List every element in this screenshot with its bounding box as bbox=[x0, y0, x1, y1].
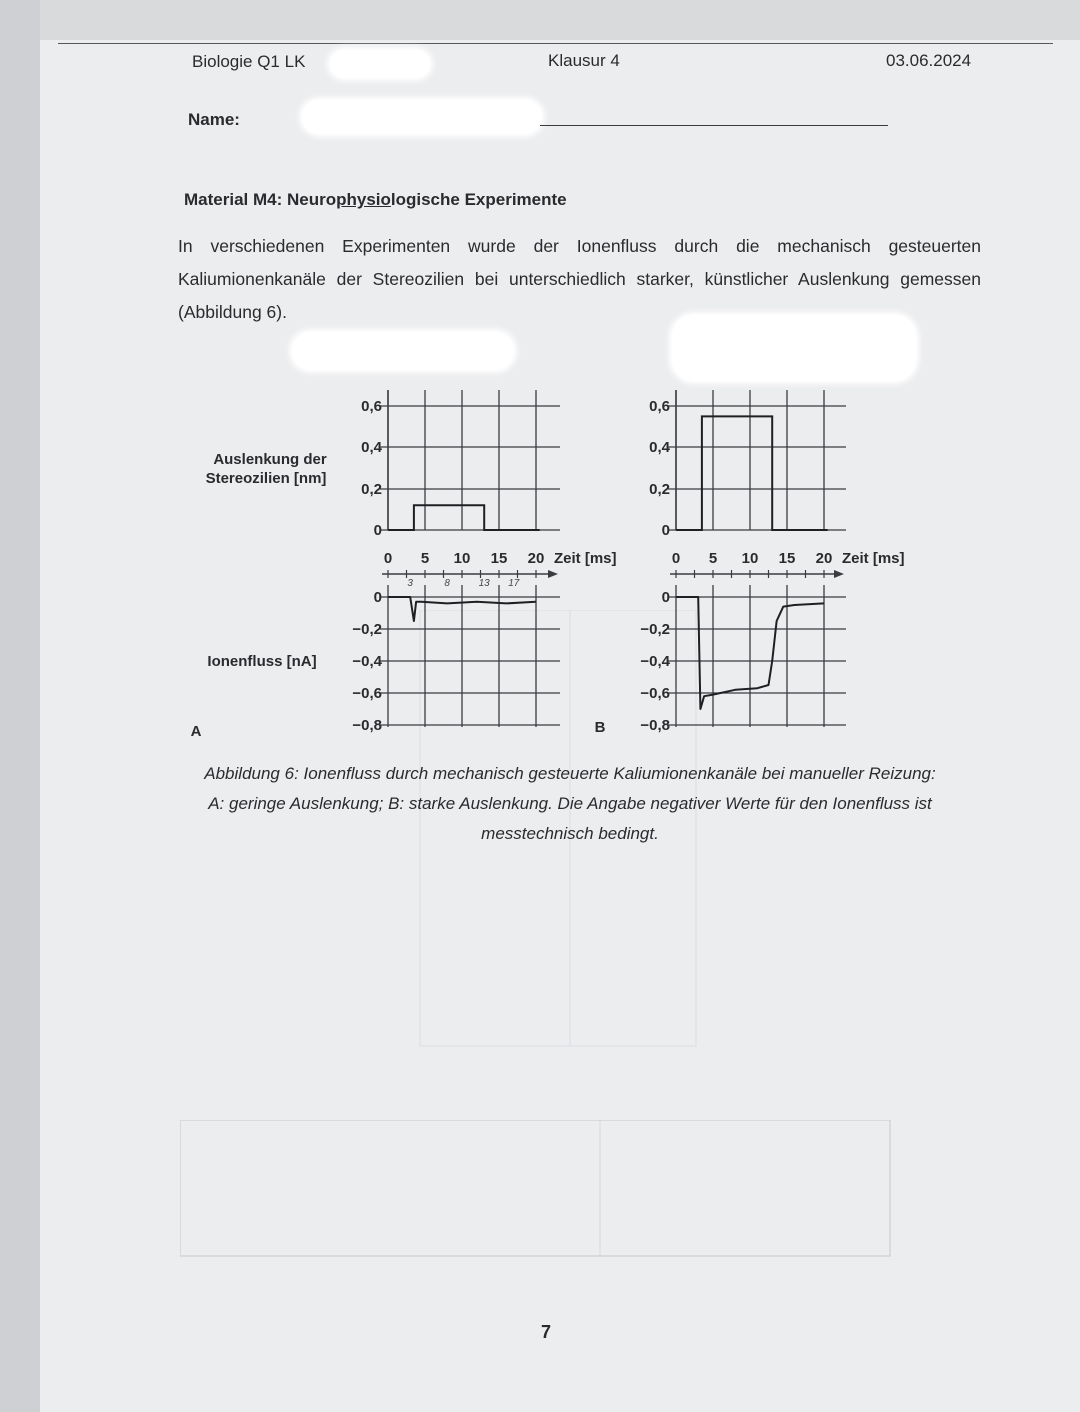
bottom-y-tick-label-a: −0,8 bbox=[352, 717, 382, 734]
caption-line-1: Abbildung 6: Ionenfluss durch mechanisch gesteuerte Kaliumionenkanäle bei manueller Reizung: bbox=[204, 764, 936, 783]
x-tick-label-a: 10 bbox=[453, 550, 471, 567]
x-tick-label-b: 20 bbox=[815, 550, 833, 567]
top-y-tick-label-a: 0,2 bbox=[361, 481, 382, 498]
bleed-through-box bbox=[180, 1120, 892, 1260]
top-y-tick-label-b: 0,4 bbox=[649, 439, 670, 456]
panel-a-label: A bbox=[190, 723, 202, 740]
x-axis-label-b: Zeit [ms] bbox=[842, 550, 905, 567]
page-number: 7 bbox=[541, 1322, 552, 1342]
caption-line-2: A: geringe Auslenkung; B: starke Auslenkung. Die Angabe negativer Werte für den Ionenfluss ist bbox=[208, 794, 932, 813]
bottom-y-tick-label-a: −0,4 bbox=[352, 653, 382, 670]
bottom-y-tick-label-b: −0,2 bbox=[640, 621, 670, 638]
name-label: Name: bbox=[188, 110, 240, 129]
course-label: Biologie Q1 LK bbox=[192, 52, 306, 71]
panel-b-label: B bbox=[594, 719, 606, 736]
top-y-tick-label-a: 0,4 bbox=[361, 439, 382, 456]
bottom-y-tick-label-a: 0 bbox=[373, 589, 382, 606]
top-y-tick-label-a: 0,6 bbox=[361, 398, 382, 415]
handwritten-mark: 17 bbox=[508, 578, 520, 589]
x-tick-label-a: 20 bbox=[527, 550, 545, 567]
x-tick-label-b: 10 bbox=[741, 550, 759, 567]
x-axis-arrow-b bbox=[834, 570, 844, 578]
top-y-tick-label-b: 0 bbox=[661, 522, 670, 539]
top-y-tick-label-b: 0,6 bbox=[649, 398, 670, 415]
x-tick-label-b: 5 bbox=[708, 550, 718, 567]
handwritten-mark: 13 bbox=[478, 578, 490, 589]
x-tick-label-b: 15 bbox=[778, 550, 796, 567]
caption-line-3: messtechnisch bedingt. bbox=[481, 824, 659, 843]
x-tick-label-a: 5 bbox=[420, 550, 430, 567]
x-tick-label-a: 15 bbox=[490, 550, 508, 567]
x-axis-arrow-a bbox=[548, 570, 558, 578]
bottom-y-tick-label-a: −0,6 bbox=[352, 685, 382, 702]
bottom-y-tick-label-b: −0,8 bbox=[640, 717, 670, 734]
x-tick-label-a: 0 bbox=[383, 550, 393, 567]
figure-caption bbox=[170, 759, 970, 849]
ylabel-top-line2: Stereozilien [nm] bbox=[205, 470, 327, 487]
intro-paragraph: In verschiedenen Experimenten wurde der Ionenfluss durch die mechanisch gesteuerten Kaliumionenkanäle der Stereozilien bei unterschiedlich starker, künstlicher Auslenkung gemessen (Abbildung 6). bbox=[178, 236, 981, 322]
bottom-y-tick-label-b: 0 bbox=[661, 589, 670, 606]
ylabel-bottom: Ionenfluss [nA] bbox=[207, 653, 317, 670]
exam-date: 03.06.2024 bbox=[886, 51, 972, 70]
top-y-tick-label-b: 0,2 bbox=[649, 481, 670, 498]
section-title: Material M4: Neurophysiologische Experimente bbox=[184, 190, 567, 209]
exam-label: Klausur 4 bbox=[548, 51, 620, 70]
bottom-y-tick-label-a: −0,2 bbox=[352, 621, 382, 638]
x-axis-label-a: Zeit [ms] bbox=[554, 550, 617, 567]
bottom-y-tick-label-b: −0,4 bbox=[640, 653, 670, 670]
x-tick-label-b: 0 bbox=[671, 550, 681, 567]
bottom-y-tick-label-b: −0,6 bbox=[640, 685, 670, 702]
handwritten-mark: 3 bbox=[407, 578, 413, 589]
deflection-curve-b bbox=[676, 416, 828, 530]
deflection-curve-a bbox=[388, 505, 540, 530]
handwritten-mark: 8 bbox=[444, 578, 450, 589]
ylabel-top-line1: Auslenkung der bbox=[213, 451, 327, 468]
top-y-tick-label-a: 0 bbox=[373, 522, 382, 539]
